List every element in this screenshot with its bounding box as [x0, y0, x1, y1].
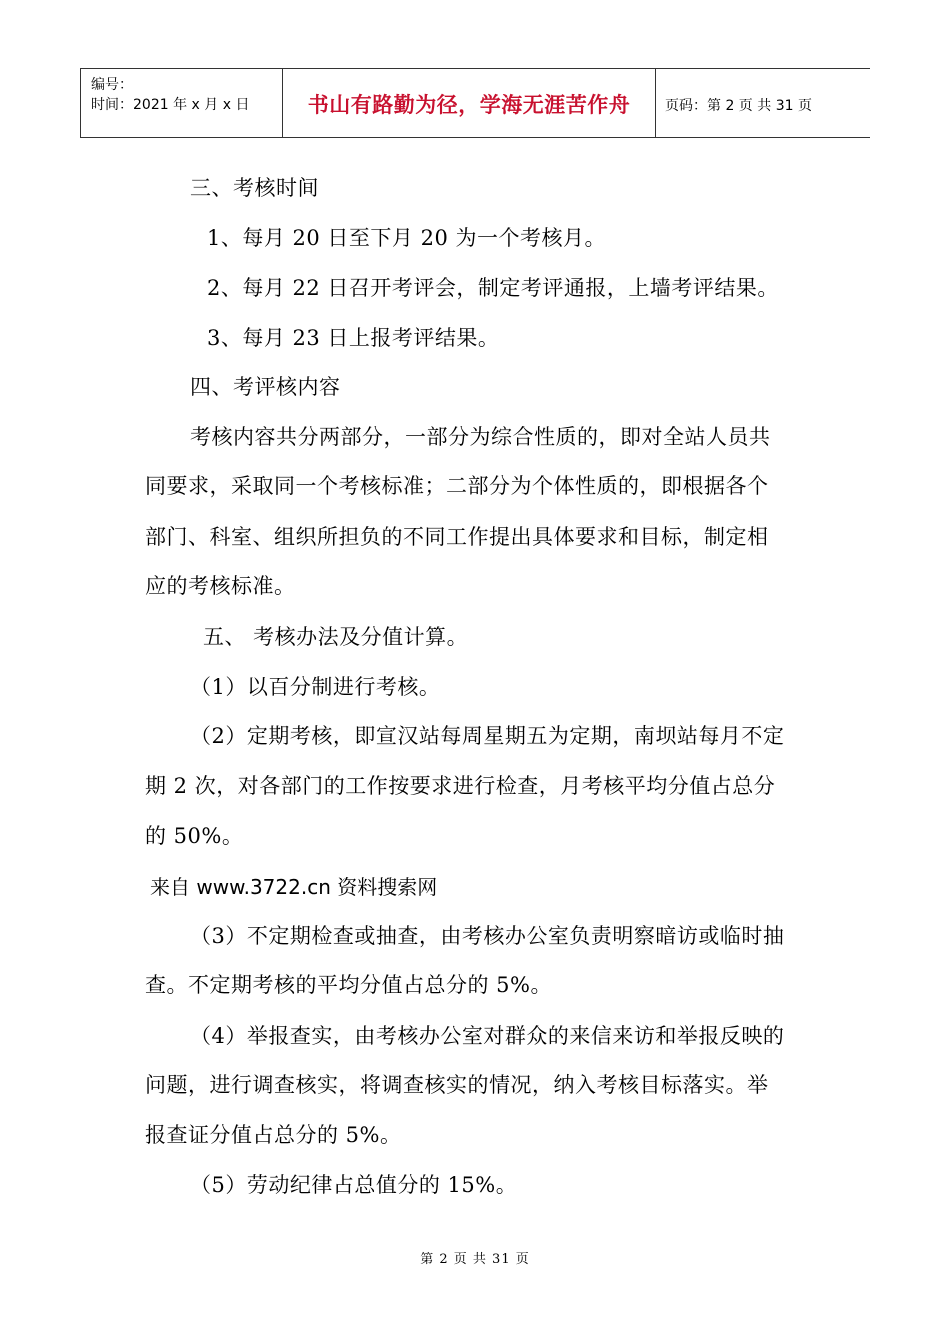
- paragraph-line: 报查证分值占总分的 5%。: [145, 1123, 402, 1147]
- section-heading: 四、考评核内容: [190, 375, 341, 399]
- paragraph-line: （4）举报查实，由考核办公室对群众的来信来访和举报反映的: [190, 1024, 785, 1048]
- document-date-label: 时间：2021 年 x 月 x 日: [91, 97, 250, 113]
- paragraph-line: 的 50%。: [145, 824, 244, 848]
- paragraph-line: 应的考核标准。: [145, 574, 296, 598]
- paragraph-line: 考核内容共分两部分，一部分为综合性质的，即对全站人员共: [190, 425, 771, 449]
- paragraph-line: 查。不定期考核的平均分值占总分的 5%。: [145, 973, 552, 997]
- paragraph-line: 部门、科室、组织所担负的不同工作提出具体要求和目标，制定相: [145, 525, 769, 549]
- paragraph-line: （5）劳动纪律占总值分的 15%。: [190, 1173, 518, 1197]
- page-footer: 第 2 页 共 31 页: [420, 1252, 530, 1267]
- header-meta-cell: [80, 69, 283, 137]
- paragraph-line: （3）不定期检查或抽查，由考核办公室负责明察暗访或临时抽: [190, 924, 785, 948]
- header-motto-cell: [282, 69, 656, 137]
- paragraph-line: 问题，进行调查核实，将调查核实的情况，纳入考核目标落实。举: [145, 1073, 769, 1097]
- paragraph-line: （1）以百分制进行考核。: [190, 675, 441, 699]
- source-watermark: 来自 www.3722.cn 资料搜索网: [150, 875, 438, 899]
- section-heading: 三、考核时间: [190, 176, 319, 200]
- page-header: [80, 68, 870, 138]
- paragraph-line: （2）定期考核，即宣汉站每周星期五为定期，南坝站每月不定: [190, 724, 785, 748]
- section-heading: 五、 考核办法及分值计算。: [203, 625, 469, 649]
- header-page-info: 页码：第 2 页 共 31 页: [665, 98, 812, 114]
- header-page-cell: [655, 69, 870, 137]
- paragraph-line: 2、每月 22 日召开考评会，制定考评通报，上墙考评结果。: [207, 276, 779, 300]
- header-motto: 书山有路勤为径，学海无涯苦作舟: [307, 93, 631, 117]
- document-number-label: 编号：: [91, 77, 133, 93]
- paragraph-line: 1、每月 20 日至下月 20 为一个考核月。: [207, 226, 607, 250]
- paragraph-line: 期 2 次，对各部门的工作按要求进行检查，月考核平均分值占总分: [145, 774, 776, 798]
- paragraph-line: 3、每月 23 日上报考评结果。: [207, 326, 500, 350]
- paragraph-line: 同要求，采取同一个考核标准；二部分为个体性质的，即根据各个: [145, 474, 769, 498]
